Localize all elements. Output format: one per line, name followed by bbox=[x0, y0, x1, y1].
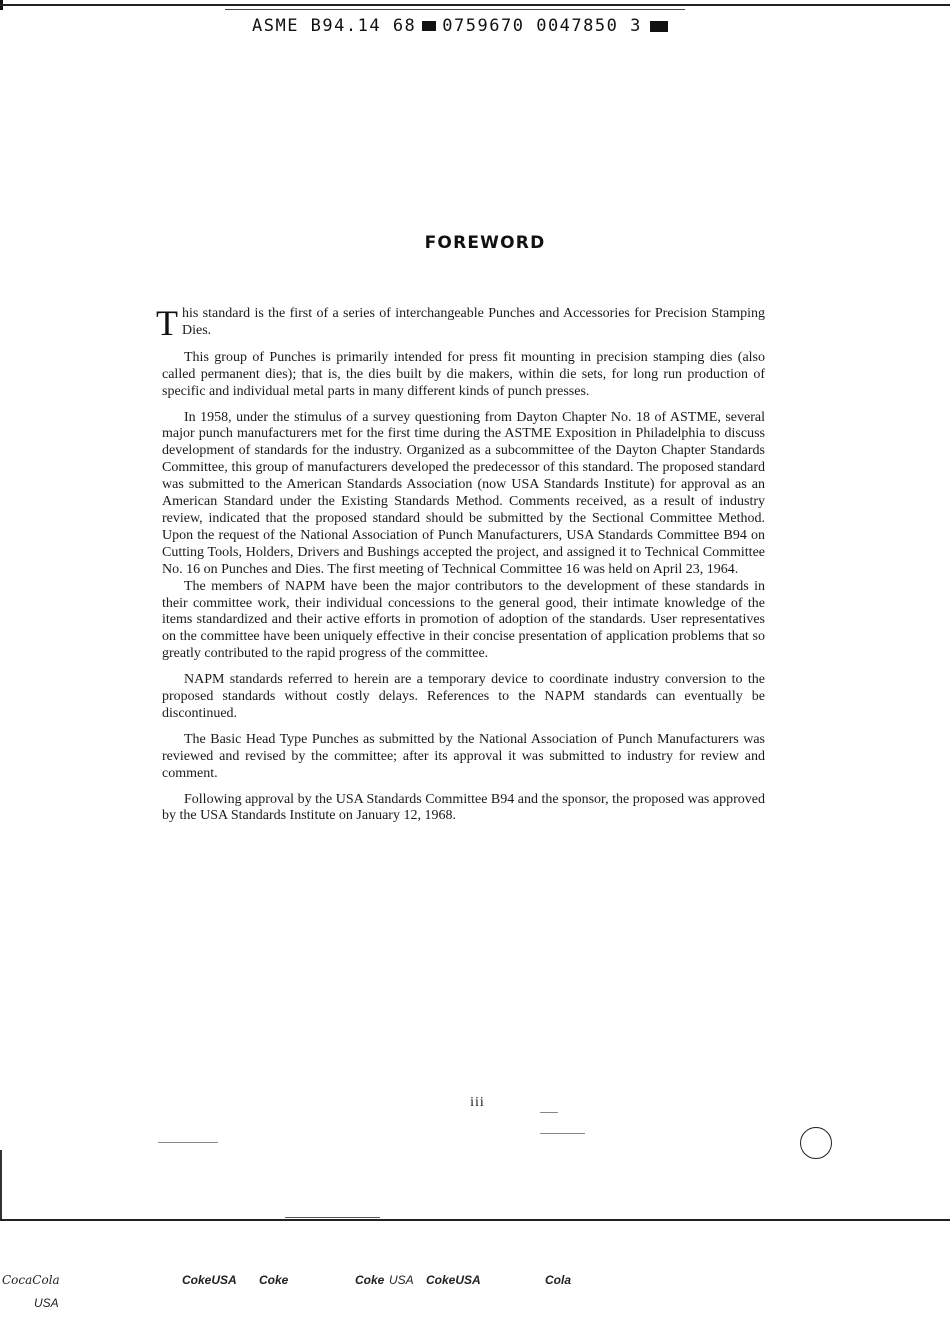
paragraph-2: This group of Punches is primarily intended for press fit mounting in precision stamping dies (also called permanent dies); that is, the dies built by die makers, within die sets, for long run production of specific and individual metal parts in many different kinds of punch presses. bbox=[162, 349, 765, 399]
bottom-left-tick bbox=[0, 1150, 2, 1220]
serial-number-1: 0759670 bbox=[442, 16, 525, 36]
footer-usa-left: USA bbox=[34, 1296, 59, 1310]
paragraph-1-text: his standard is the first of a series of interchangeable Punches and Accessories for Precision Stamping Dies. bbox=[182, 306, 765, 338]
doc-code: ASME B94.14 68 bbox=[252, 16, 417, 36]
footer-script-logo: CocaCola bbox=[2, 1273, 60, 1287]
serial-number-3: 3 bbox=[630, 16, 642, 36]
document-header-code bbox=[252, 16, 668, 36]
serial-number-2: 0047850 bbox=[536, 16, 619, 36]
page-number: iii bbox=[470, 1095, 485, 1110]
footer-word: Coke bbox=[259, 1273, 289, 1287]
footer-word: USA bbox=[389, 1273, 414, 1287]
paragraph-5: NAPM standards referred to herein are a temporary device to coordinate industry conversion to the proposed standards without costly delays. References to the NAPM standards can eventually be discontinued. bbox=[162, 672, 765, 721]
scan-artifact bbox=[158, 1142, 218, 1143]
hole-punch-circle bbox=[800, 1127, 832, 1159]
top-rule-short bbox=[225, 9, 685, 10]
bottom-rule bbox=[0, 1219, 950, 1221]
page-title: FOREWORD bbox=[424, 233, 546, 253]
scan-artifact bbox=[540, 1133, 585, 1134]
footer-word: CokeUSA bbox=[426, 1273, 481, 1287]
footer-word: Coke bbox=[355, 1273, 385, 1287]
footer-word: Cola bbox=[545, 1273, 572, 1287]
paragraph-7: Following approval by the USA Standards Committee B94 and the sponsor, the proposed was approved by the USA Standards Institute on January 12, 1968. bbox=[162, 791, 765, 824]
paragraph-4: The members of NAPM have been the major contributors to the development of these standards in their committee work, their individual concessions to the general good, their intimate knowledge of the items standardized and their active efforts in promotion of adoption of the standards. User representatives on the committee have been uniquely effective in their concise presentation of application problems that so greatly contributed to the rapid progress of the committee. bbox=[162, 578, 765, 662]
redaction-block bbox=[422, 21, 436, 31]
paragraph-6: The Basic Head Type Punches as submitted by the National Association of Punch Manufacturers was reviewed and revised by the committee; after its approval it was submitted to industry for review and comment. bbox=[162, 731, 765, 781]
paragraph-3: In 1958, under the stimulus of a survey questioning from Dayton Chapter No. 18 of ASTME, several major punch manufacturers met for the first time during the ASTME Exposition in Philadelphia to discuss development of standards for the industry. Organized as a subcommittee of the Dayton Chapter Standards Committee, this group of manufacturers developed the predecessor of this standard. The proposed standard was submitted to the American Standards Association (now USA Standards Institute) for approval as an American Standard under the Existing Standards Method. Comments received, as a result of industry review, indicated that the proposed standard should be submitted by the Sectional Committee Method. Upon the request of the National Association of Punch Manufacturers, USA Standards Committee B94 on Cutting Tools, Holders, Drivers and Bushings accepted the project, and assigned it to Technical Committee No. 16 on Punches and Dies. The first meeting of Technical Committee 16 was held on April 23, 1964. bbox=[162, 409, 765, 577]
scan-artifact bbox=[285, 1217, 380, 1218]
footer-word: CokeUSA bbox=[182, 1273, 237, 1287]
scan-artifact bbox=[540, 1112, 558, 1113]
redaction-block bbox=[650, 21, 668, 32]
paragraph-1 bbox=[156, 303, 765, 343]
foreword-body bbox=[156, 303, 765, 834]
drop-cap: T bbox=[156, 303, 178, 343]
top-rule bbox=[0, 4, 950, 6]
